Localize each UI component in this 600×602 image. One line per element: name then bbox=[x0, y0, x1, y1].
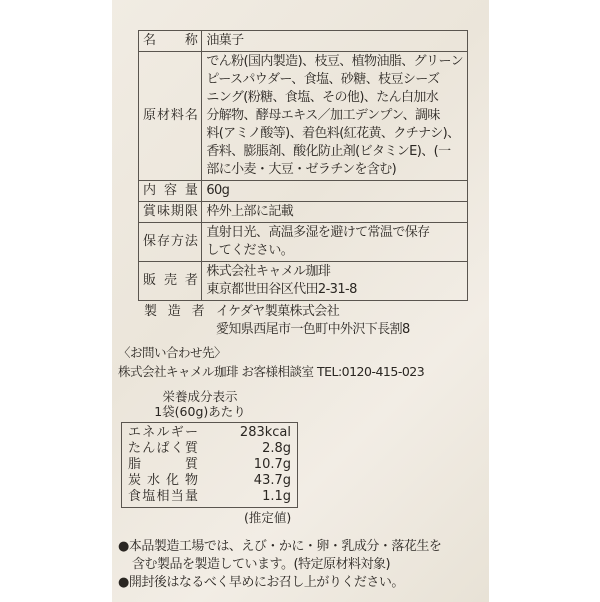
nutrition-row bbox=[128, 473, 291, 489]
spec-row bbox=[139, 31, 468, 52]
nutrition-title bbox=[150, 389, 250, 419]
nutrient-value: 283kcal bbox=[239, 425, 291, 440]
spec-value-line: 直射日光、高温多湿を避けて常温で保存 bbox=[206, 225, 430, 240]
nutrition-serving: 1袋(60g)あたり bbox=[154, 404, 246, 419]
spec-row bbox=[139, 52, 468, 181]
nutrition-heading: 栄養成分表示 bbox=[162, 389, 238, 404]
spec-label: 賞味期限 bbox=[139, 202, 202, 223]
manufacturer-label: 製造者 bbox=[144, 304, 204, 319]
product-spec-table bbox=[138, 30, 468, 301]
spec-value-line: 油菓子 bbox=[206, 33, 244, 48]
nutrient-name: 炭水化物 bbox=[128, 473, 198, 488]
manufacturer-address: 愛知県西尾市一色町中外沢下長割8 bbox=[216, 322, 410, 337]
nutrition-row bbox=[128, 441, 291, 457]
spec-value-line: でん粉(国内製造)、枝豆、植物油脂、グリーン bbox=[206, 54, 463, 69]
spec-value-line: してください。 bbox=[206, 243, 294, 258]
spec-value-line: 分解物、酵母エキス／加工デンプン、調味 bbox=[206, 108, 440, 123]
nutrient-name: 食塩相当量 bbox=[128, 489, 198, 504]
manufacturer-value bbox=[216, 303, 410, 339]
label-content bbox=[118, 0, 484, 602]
spec-value-line: 枠外上部に記載 bbox=[206, 204, 294, 219]
nutrient-name: たんぱく質 bbox=[128, 441, 198, 456]
spec-label: 販売者 bbox=[139, 262, 202, 301]
notes bbox=[118, 538, 484, 592]
spec-value bbox=[202, 31, 468, 52]
manufacturer-name: イケダヤ製菓株式会社 bbox=[216, 304, 340, 319]
spec-value-line: 東京都世田谷区代田2-31-8 bbox=[206, 282, 357, 297]
spec-value-line: 株式会社キャメル珈琲 bbox=[206, 264, 331, 279]
spec-value-line: 香料、膨脹剤、酸化防止剤(ビタミンE)、(一 bbox=[206, 144, 451, 159]
spec-value bbox=[202, 223, 468, 262]
allergen-note-cont: 含む製品を製造しています。(特定原材料対象) bbox=[132, 557, 391, 572]
spec-value bbox=[202, 52, 468, 181]
spec-value-line: ニング(粉糖、食塩、その他)、たん白加水 bbox=[206, 90, 439, 105]
spec-row bbox=[139, 262, 468, 301]
nutrition-row bbox=[128, 457, 291, 473]
inquiry-contact: 株式会社キャメル珈琲 お客様相談室 TEL:0120-415-023 bbox=[118, 364, 425, 379]
spec-value-line: 料(アミノ酸等)、着色料(紅花黄、クチナシ)、 bbox=[206, 126, 460, 141]
spec-row bbox=[139, 181, 468, 202]
nutrition-table bbox=[121, 422, 298, 508]
nutrient-value: 43.7g bbox=[253, 473, 291, 488]
spec-label: 名 称 bbox=[139, 31, 202, 52]
nutrient-value: 1.1g bbox=[262, 489, 291, 504]
spec-label: 保存方法 bbox=[139, 223, 202, 262]
spec-value-line: 60g bbox=[206, 183, 230, 198]
spec-value-line: 部に小麦・大豆・ゼラチンを含む) bbox=[206, 162, 397, 177]
allergen-note: ●本品製造工場では、えび・かに・卵・乳成分・落花生を bbox=[118, 539, 442, 554]
nutrition-row bbox=[128, 425, 291, 441]
spec-value bbox=[202, 262, 468, 301]
spec-row bbox=[139, 223, 468, 262]
nutrition-estimate-note: (推定値) bbox=[244, 510, 292, 525]
spec-row bbox=[139, 202, 468, 223]
manufacturer-row bbox=[138, 303, 484, 339]
nutrition-row bbox=[128, 489, 291, 505]
nutrient-value: 10.7g bbox=[253, 457, 291, 472]
spec-value bbox=[202, 202, 468, 223]
inquiry-heading: 〈お問い合わせ先〉 bbox=[118, 345, 227, 360]
nutrient-name: 脂質 bbox=[128, 457, 198, 472]
nutrient-name: エネルギー bbox=[128, 425, 198, 440]
spec-label: 内容量 bbox=[139, 181, 202, 202]
nutrient-value: 2.8g bbox=[262, 441, 291, 456]
spec-value-line: ピースパウダー、食塩、砂糖、枝豆シーズ bbox=[206, 72, 440, 87]
spec-value bbox=[202, 181, 468, 202]
spec-label: 原材料名 bbox=[139, 52, 202, 181]
consume-note: ●開封後はなるべく早めにお召し上がりください。 bbox=[118, 575, 404, 590]
inquiry bbox=[118, 343, 484, 381]
